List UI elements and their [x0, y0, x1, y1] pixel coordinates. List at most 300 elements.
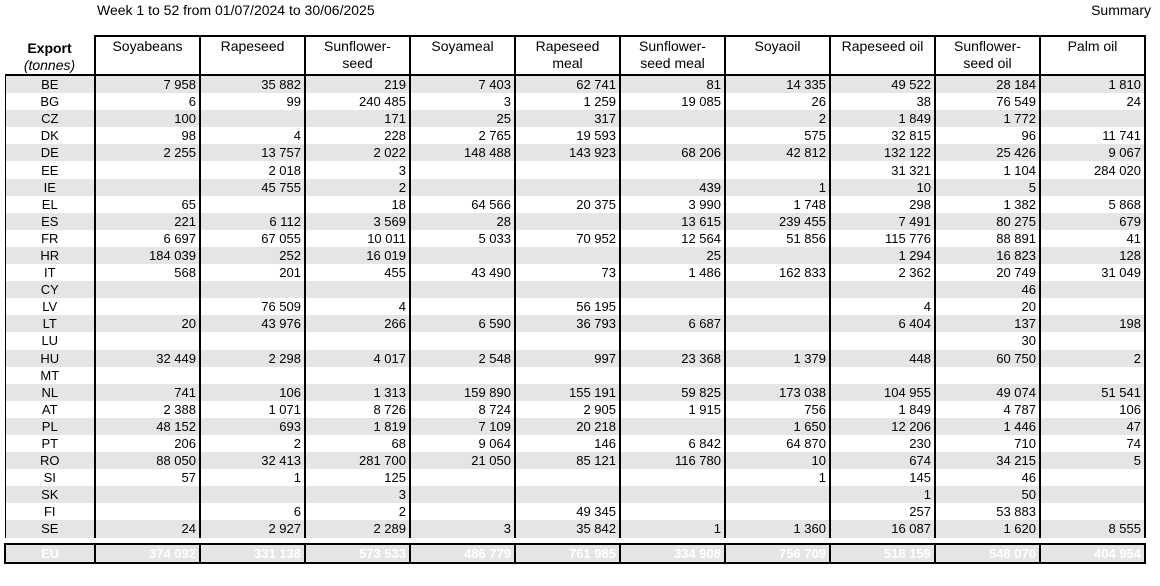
value-cell: 26 — [725, 93, 830, 110]
country-cell: LV — [5, 298, 95, 315]
value-cell: 2 765 — [410, 127, 515, 144]
value-cell: 76 549 — [935, 93, 1040, 110]
country-cell: HR — [5, 247, 95, 264]
value-cell: 3 — [410, 93, 515, 110]
value-cell: 317 — [515, 110, 620, 127]
value-cell: 88 050 — [95, 452, 200, 469]
value-cell: 30 — [935, 332, 1040, 349]
table-unit: (tonnes) — [23, 57, 76, 73]
value-cell — [725, 315, 830, 332]
table-row — [5, 247, 1145, 264]
value-cell — [1040, 332, 1145, 349]
value-cell: 46 — [935, 469, 1040, 486]
value-cell: 34 215 — [935, 452, 1040, 469]
value-cell — [1040, 469, 1145, 486]
value-cell: 3 — [305, 486, 410, 503]
value-cell: 2 289 — [305, 520, 410, 537]
value-cell — [725, 298, 830, 315]
value-cell — [95, 161, 200, 178]
total-value-cell: 573 533 — [305, 544, 410, 563]
value-cell — [95, 503, 200, 520]
total-value-cell: 404 954 — [1040, 544, 1145, 563]
column-header: Sunflower- seed — [305, 36, 410, 75]
value-cell: 2 905 — [515, 401, 620, 418]
value-cell: 137 — [935, 315, 1040, 332]
value-cell — [620, 127, 725, 144]
value-cell: 25 — [620, 247, 725, 264]
value-cell: 116 780 — [620, 452, 725, 469]
value-cell — [95, 179, 200, 196]
table-body — [5, 75, 1145, 563]
value-cell — [95, 486, 200, 503]
table-row — [5, 230, 1145, 247]
value-cell: 679 — [1040, 213, 1145, 230]
value-cell: 5 — [935, 179, 1040, 196]
value-cell: 128 — [1040, 247, 1145, 264]
value-cell: 65 — [95, 196, 200, 213]
value-cell: 997 — [515, 350, 620, 367]
value-cell: 49 345 — [515, 503, 620, 520]
value-cell: 710 — [935, 435, 1040, 452]
value-cell: 1 810 — [1040, 75, 1145, 93]
value-cell: 64 870 — [725, 435, 830, 452]
value-cell: 125 — [305, 469, 410, 486]
table-row — [5, 384, 1145, 401]
total-value-cell: 761 985 — [515, 544, 620, 563]
value-cell — [410, 179, 515, 196]
country-cell: LT — [5, 315, 95, 332]
value-cell: 3 990 — [620, 196, 725, 213]
table-row — [5, 127, 1145, 144]
value-cell — [620, 503, 725, 520]
column-header: Rapeseed oil — [830, 36, 935, 75]
value-cell: 284 020 — [1040, 161, 1145, 178]
value-cell: 1 — [620, 520, 725, 537]
value-cell — [515, 247, 620, 264]
table-row — [5, 315, 1145, 332]
value-cell: 7 109 — [410, 418, 515, 435]
value-cell — [410, 281, 515, 298]
value-cell — [1040, 298, 1145, 315]
value-cell: 219 — [305, 75, 410, 93]
value-cell: 1 650 — [725, 418, 830, 435]
value-cell: 98 — [95, 127, 200, 144]
column-header: Rapeseed meal — [515, 36, 620, 75]
table-row — [5, 435, 1145, 452]
country-cell: BE — [5, 75, 95, 93]
value-cell: 88 891 — [935, 230, 1040, 247]
value-cell: 162 833 — [725, 264, 830, 281]
value-cell — [620, 298, 725, 315]
value-cell: 48 152 — [95, 418, 200, 435]
country-cell: PL — [5, 418, 95, 435]
value-cell — [725, 503, 830, 520]
value-cell: 201 — [200, 264, 305, 281]
value-cell: 1 294 — [830, 247, 935, 264]
value-cell — [305, 281, 410, 298]
value-cell: 1 360 — [725, 520, 830, 537]
value-cell: 1 — [830, 486, 935, 503]
country-cell: CY — [5, 281, 95, 298]
value-cell — [1040, 281, 1145, 298]
value-cell: 1 446 — [935, 418, 1040, 435]
table-row — [5, 486, 1145, 503]
country-cell: DE — [5, 144, 95, 161]
country-cell: MT — [5, 367, 95, 384]
column-header: Soyaoil — [725, 36, 830, 75]
country-cell: SI — [5, 469, 95, 486]
value-cell: 257 — [830, 503, 935, 520]
value-cell: 16 823 — [935, 247, 1040, 264]
country-cell: DK — [5, 127, 95, 144]
value-cell: 2 548 — [410, 350, 515, 367]
summary-label: Summary — [1091, 2, 1151, 18]
value-cell — [200, 281, 305, 298]
value-cell: 6 112 — [200, 213, 305, 230]
value-cell: 5 033 — [410, 230, 515, 247]
value-cell: 16 087 — [830, 520, 935, 537]
value-cell: 2 388 — [95, 401, 200, 418]
value-cell: 32 815 — [830, 127, 935, 144]
value-cell: 43 976 — [200, 315, 305, 332]
value-cell: 198 — [1040, 315, 1145, 332]
value-cell: 171 — [305, 110, 410, 127]
value-cell: 115 776 — [830, 230, 935, 247]
value-cell: 1 104 — [935, 161, 1040, 178]
value-cell: 100 — [95, 110, 200, 127]
value-cell — [410, 503, 515, 520]
value-cell — [620, 469, 725, 486]
value-cell: 173 038 — [725, 384, 830, 401]
value-cell: 2 — [200, 435, 305, 452]
value-cell — [515, 367, 620, 384]
value-cell — [620, 110, 725, 127]
value-cell: 31 049 — [1040, 264, 1145, 281]
value-cell: 2 — [725, 110, 830, 127]
value-cell: 1 382 — [935, 196, 1040, 213]
country-cell: AT — [5, 401, 95, 418]
column-header: Soyabeans — [95, 36, 200, 75]
total-value-cell: 548 070 — [935, 544, 1040, 563]
value-cell: 16 019 — [305, 247, 410, 264]
value-cell — [410, 161, 515, 178]
table-row — [5, 418, 1145, 435]
value-cell: 57 — [95, 469, 200, 486]
value-cell: 36 793 — [515, 315, 620, 332]
value-cell — [725, 161, 830, 178]
value-cell: 6 404 — [830, 315, 935, 332]
value-cell: 64 566 — [410, 196, 515, 213]
value-cell: 38 — [830, 93, 935, 110]
value-cell — [515, 281, 620, 298]
table-row — [5, 213, 1145, 230]
value-cell: 20 — [935, 298, 1040, 315]
value-cell: 20 218 — [515, 418, 620, 435]
value-cell: 2 927 — [200, 520, 305, 537]
value-cell — [725, 247, 830, 264]
country-cell: FI — [5, 503, 95, 520]
value-cell — [95, 332, 200, 349]
value-cell: 32 449 — [95, 350, 200, 367]
value-cell: 106 — [1040, 401, 1145, 418]
value-cell: 2 — [1040, 350, 1145, 367]
value-cell: 230 — [830, 435, 935, 452]
value-cell — [830, 332, 935, 349]
value-cell — [515, 213, 620, 230]
value-cell: 239 455 — [725, 213, 830, 230]
value-cell: 1 486 — [620, 264, 725, 281]
value-cell: 1 772 — [935, 110, 1040, 127]
value-cell: 56 195 — [515, 298, 620, 315]
value-cell: 24 — [95, 520, 200, 537]
value-cell: 12 206 — [830, 418, 935, 435]
value-cell: 45 755 — [200, 179, 305, 196]
value-cell — [620, 332, 725, 349]
value-cell: 146 — [515, 435, 620, 452]
value-cell: 1 071 — [200, 401, 305, 418]
value-cell: 2 — [305, 179, 410, 196]
value-cell — [725, 332, 830, 349]
value-cell: 6 687 — [620, 315, 725, 332]
table-title: Export — [27, 40, 72, 56]
value-cell: 81 — [620, 75, 725, 93]
value-cell: 568 — [95, 264, 200, 281]
value-cell: 53 883 — [935, 503, 1040, 520]
total-value-cell: 374 092 — [95, 544, 200, 563]
value-cell — [515, 469, 620, 486]
value-cell — [935, 367, 1040, 384]
value-cell: 51 541 — [1040, 384, 1145, 401]
value-cell: 11 741 — [1040, 127, 1145, 144]
value-cell — [200, 367, 305, 384]
value-cell — [620, 486, 725, 503]
table-row — [5, 281, 1145, 298]
value-cell: 674 — [830, 452, 935, 469]
value-cell: 20 375 — [515, 196, 620, 213]
value-cell: 6 590 — [410, 315, 515, 332]
value-cell: 2 255 — [95, 144, 200, 161]
value-cell: 28 184 — [935, 75, 1040, 93]
value-cell: 143 923 — [515, 144, 620, 161]
value-cell: 20 — [95, 315, 200, 332]
value-cell: 1 — [725, 469, 830, 486]
value-cell: 9 064 — [410, 435, 515, 452]
table-row — [5, 196, 1145, 213]
value-cell: 4 — [830, 298, 935, 315]
total-value-cell: 334 908 — [620, 544, 725, 563]
value-cell: 59 825 — [620, 384, 725, 401]
value-cell: 13 615 — [620, 213, 725, 230]
total-value-cell: 518 159 — [830, 544, 935, 563]
value-cell: 8 555 — [1040, 520, 1145, 537]
table-row — [5, 75, 1145, 93]
value-cell — [95, 367, 200, 384]
value-cell: 159 890 — [410, 384, 515, 401]
value-cell: 13 757 — [200, 144, 305, 161]
value-cell: 5 — [1040, 452, 1145, 469]
value-cell: 46 — [935, 281, 1040, 298]
value-cell — [725, 486, 830, 503]
value-cell: 9 067 — [1040, 144, 1145, 161]
country-cell: BG — [5, 93, 95, 110]
header-row — [5, 36, 1145, 75]
column-header: Rapeseed — [200, 36, 305, 75]
country-cell: PT — [5, 435, 95, 452]
value-cell: 7 958 — [95, 75, 200, 93]
value-cell — [305, 367, 410, 384]
value-cell: 24 — [1040, 93, 1145, 110]
value-cell: 99 — [200, 93, 305, 110]
value-cell: 1 379 — [725, 350, 830, 367]
table-row — [5, 469, 1145, 486]
value-cell — [410, 332, 515, 349]
value-cell: 1 849 — [830, 401, 935, 418]
total-value-cell: 486 779 — [410, 544, 515, 563]
value-cell — [515, 332, 620, 349]
value-cell: 228 — [305, 127, 410, 144]
value-cell: 49 074 — [935, 384, 1040, 401]
value-cell: 14 335 — [725, 75, 830, 93]
value-cell — [1040, 486, 1145, 503]
country-cell: SE — [5, 520, 95, 537]
value-cell: 5 868 — [1040, 196, 1145, 213]
value-cell: 25 426 — [935, 144, 1040, 161]
value-cell: 281 700 — [305, 452, 410, 469]
value-cell — [620, 418, 725, 435]
table-row — [5, 452, 1145, 469]
value-cell: 4 — [305, 298, 410, 315]
value-cell — [410, 298, 515, 315]
value-cell: 80 275 — [935, 213, 1040, 230]
value-cell — [1040, 110, 1145, 127]
column-header: Palm oil — [1040, 36, 1145, 75]
value-cell: 206 — [95, 435, 200, 452]
country-cell: RO — [5, 452, 95, 469]
value-cell: 2 018 — [200, 161, 305, 178]
table-row — [5, 503, 1145, 520]
value-cell: 240 485 — [305, 93, 410, 110]
value-cell: 28 — [410, 213, 515, 230]
value-cell: 448 — [830, 350, 935, 367]
value-cell — [620, 367, 725, 384]
period-label: Week 1 to 52 from 01/07/2024 to 30/06/2025 — [97, 2, 375, 18]
value-cell — [410, 367, 515, 384]
value-cell: 31 321 — [830, 161, 935, 178]
value-cell: 104 955 — [830, 384, 935, 401]
value-cell: 132 122 — [830, 144, 935, 161]
value-cell: 51 856 — [725, 230, 830, 247]
value-cell — [1040, 367, 1145, 384]
value-cell: 42 812 — [725, 144, 830, 161]
total-value-cell: 331 138 — [200, 544, 305, 563]
value-cell — [305, 332, 410, 349]
value-cell: 145 — [830, 469, 935, 486]
value-cell: 10 — [830, 179, 935, 196]
value-cell: 76 509 — [200, 298, 305, 315]
value-cell — [200, 110, 305, 127]
value-cell — [620, 161, 725, 178]
value-cell: 693 — [200, 418, 305, 435]
value-cell — [410, 486, 515, 503]
country-cell: LU — [5, 332, 95, 349]
value-cell — [515, 161, 620, 178]
value-cell: 49 522 — [830, 75, 935, 93]
total-label-cell: EU — [5, 544, 95, 563]
value-cell: 68 206 — [620, 144, 725, 161]
value-cell: 21 050 — [410, 452, 515, 469]
value-cell: 148 488 — [410, 144, 515, 161]
table-row — [5, 332, 1145, 349]
value-cell: 266 — [305, 315, 410, 332]
value-cell: 3 — [305, 161, 410, 178]
value-cell: 19 085 — [620, 93, 725, 110]
value-cell: 1 — [725, 179, 830, 196]
table-row — [5, 161, 1145, 178]
value-cell — [830, 281, 935, 298]
value-cell — [95, 298, 200, 315]
value-cell: 2 — [305, 503, 410, 520]
country-cell: IT — [5, 264, 95, 281]
country-cell: EL — [5, 196, 95, 213]
value-cell — [410, 247, 515, 264]
value-cell — [200, 196, 305, 213]
value-cell: 74 — [1040, 435, 1145, 452]
value-cell — [410, 469, 515, 486]
value-cell: 43 490 — [410, 264, 515, 281]
country-cell: EE — [5, 161, 95, 178]
value-cell: 741 — [95, 384, 200, 401]
value-cell — [620, 281, 725, 298]
value-cell: 8 724 — [410, 401, 515, 418]
value-cell: 252 — [200, 247, 305, 264]
export-table — [4, 35, 1146, 564]
value-cell: 2 022 — [305, 144, 410, 161]
value-cell: 8 726 — [305, 401, 410, 418]
value-cell: 73 — [515, 264, 620, 281]
table-row — [5, 367, 1145, 384]
value-cell — [515, 486, 620, 503]
value-cell: 221 — [95, 213, 200, 230]
value-cell: 2 362 — [830, 264, 935, 281]
value-cell: 4 — [200, 127, 305, 144]
value-cell: 106 — [200, 384, 305, 401]
value-cell: 6 — [200, 503, 305, 520]
value-cell: 60 750 — [935, 350, 1040, 367]
value-cell: 1 — [200, 469, 305, 486]
value-cell: 68 — [305, 435, 410, 452]
value-cell: 6 842 — [620, 435, 725, 452]
value-cell — [95, 281, 200, 298]
value-cell: 12 564 — [620, 230, 725, 247]
country-cell: FR — [5, 230, 95, 247]
value-cell: 7 403 — [410, 75, 515, 93]
value-cell: 10 — [725, 452, 830, 469]
value-cell — [1040, 179, 1145, 196]
value-cell: 32 413 — [200, 452, 305, 469]
value-cell — [830, 367, 935, 384]
value-cell: 20 749 — [935, 264, 1040, 281]
value-cell: 1 849 — [830, 110, 935, 127]
value-cell: 4 787 — [935, 401, 1040, 418]
value-cell: 1 915 — [620, 401, 725, 418]
table-title-cell — [5, 36, 95, 75]
table-row — [5, 144, 1145, 161]
value-cell: 67 055 — [200, 230, 305, 247]
report-header — [0, 0, 1160, 30]
value-cell — [515, 179, 620, 196]
value-cell: 35 842 — [515, 520, 620, 537]
table-row — [5, 298, 1145, 315]
